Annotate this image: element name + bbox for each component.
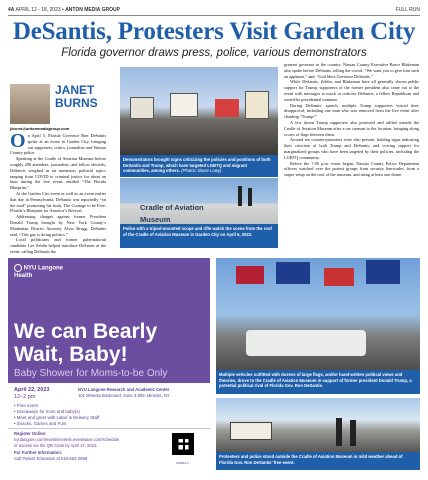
register-label: Register Online: <box>14 431 47 436</box>
article-paragraph: Before the 7:00 p.m. event began, Nassau County Police Department officers watched over the protest groups from security barricades, from a sniper setup on the roof of the museum, and using at least one drone. <box>284 160 419 178</box>
highlight-item: • Meet and greet with Labor & Delivery Staff <box>14 415 100 420</box>
ad-code: 218069 A <box>176 461 189 465</box>
article-column-1 <box>10 133 106 255</box>
register-url[interactable]: nyulangone.com/events/events.eventware.com/schedule <box>14 436 120 442</box>
police-officer <box>238 186 242 206</box>
photo-caption <box>216 452 420 470</box>
ad-logo <box>14 264 66 280</box>
page-number: 4A <box>8 7 15 13</box>
caption-text: Demonstrators brought signs criticizing the policies and positions of both DeSantis and Trump, which have targeted LGBTQ and migrant communities, among others. <box>123 157 271 174</box>
info-label: For Further Information: <box>14 450 63 456</box>
protest-sign <box>170 93 198 117</box>
photo-caption <box>120 155 278 177</box>
article-paragraph: Around ten counter-protesters were also present, holding signs indicating their criticism of both Trump and DeSantis, and voicing support for marginalized groups who have been targeted by their policies, including the LGBTQ community. <box>284 137 419 160</box>
article-paragraph: Local politicians and former gubernatorial candidate Lee Zeldin helped introduce DeSantis at the event, calling DeSantis the <box>10 237 106 254</box>
caption-text: Multiple vehicles outfitted with dozens of large flags, and/or hand-written political views and theories, drove to the Cradle of Aviation Museum in support of former president Donald Trump, a potential political rival of Florida Gov. Ron DeSantis. <box>219 372 412 389</box>
vehicle <box>246 330 366 356</box>
caption-text: Police with a tripod-mounted scope and rifle watch the scene from the roof of the Cradle of Aviation Museum in Garden City on April 5, 2023. <box>123 226 272 237</box>
page-header: 4A APRIL 12 - 18, 2023 • ANTON MEDIA GROUP FULL RUN <box>8 7 420 13</box>
photo-museum-roof <box>120 178 278 224</box>
article-column-3 <box>284 62 419 250</box>
author-name: JANET BURNS <box>55 83 98 110</box>
advertisement[interactable] <box>8 258 210 470</box>
event-date: April 22, 2023 <box>14 387 50 393</box>
article-paragraph: During DeSantis’ speech, multiple Trump supporters voiced their disapproval, including one man who was removed from the live event after chanting “Trump!” <box>284 102 419 120</box>
museum-sign: Cradle of Aviation Museum <box>140 203 204 224</box>
article-paragraph: n April 5, Florida Governor Ron DeSantis spoke at an event in Garden City, bringing out supporters, critics, journalists and Nassau County police. <box>10 133 106 156</box>
flag <box>366 260 400 284</box>
highlight-item: • Snacks, Games and Fun! <box>14 421 67 426</box>
photo-caption <box>216 370 420 394</box>
author-email[interactable]: jburns@antonmediagroup.com <box>10 126 70 131</box>
article-headline: DeSantis, Protesters Visit Garden City <box>12 18 416 45</box>
photo-protesters-police <box>216 398 420 452</box>
article-paragraph: At the Garden City event as well as an event earlier that day in Pennsylvania, DeSantis was reportedly “on the road” promoting his book, The Courage to be Free: Florida’s Blueprint for America’s Revival. <box>10 190 106 214</box>
logo-text: NYU Langone <box>23 265 64 272</box>
event-time: 12–2 pm <box>14 394 36 400</box>
ad-title: We can Bearly Wait, Baby! <box>14 320 158 366</box>
section-label: FULL RUN <box>395 7 420 13</box>
article-subheadline: Florida governor draws press, police, various demonstrators <box>61 47 367 59</box>
event-address: 101 Mineola Boulevard, Suite 3-509, Mineola, NY <box>78 392 170 398</box>
photo-demonstrators <box>120 67 278 155</box>
highlight-item: • Giveaways for mom and baby(s) <box>14 409 80 414</box>
police-officer <box>336 418 342 446</box>
police-officer <box>248 188 252 206</box>
article-paragraph: Speaking at the Cradle of Aviation Museum before roughly 200 attendees, journalists, and fellow electeds, DeSantis weighed in on numerous political topics ranging from COVID to criminal justice for about an hour during the free event, entitled “The Florida Blueprint.” <box>10 156 106 191</box>
highlight-item: • Free event <box>14 403 38 408</box>
article-paragraph: A few dozen Trump supporters also protested and rallied outside the Cradle of Aviation Museum after a car caravan to the location, bringing along scores of flags between them. <box>284 119 419 137</box>
registration-block <box>14 431 164 462</box>
protest-sign <box>245 91 269 119</box>
photo-credit: (Photos: Bruce Lowy) <box>181 168 222 174</box>
header-rule <box>8 15 420 16</box>
ad-subtitle: Baby Shower for Moms-to-be Only <box>14 368 168 379</box>
protest-sign <box>215 99 239 117</box>
issue-date: APRIL 12 - 18, 2023 <box>15 7 61 13</box>
qr-code[interactable] <box>172 433 194 455</box>
article-paragraph: While DeSantis, Zeldin, and Blakeman have all generally shown public support for Trump, supporters of the former president also came out to the event with messages to mock or criticize DeSantis, a fellow Republican and would-be presidential nominee. <box>284 79 419 102</box>
event-highlights <box>14 403 164 427</box>
event-venue-block <box>78 387 208 399</box>
outlet-name: ANTON MEDIA GROUP <box>65 7 120 13</box>
flag <box>276 262 310 284</box>
flag <box>324 268 354 286</box>
caption-text: Protesters and police stood outside the Cradle of Aviation Museum in mild weather ahead of Florida Gov. Ron DeSantis’ free event. <box>219 454 403 465</box>
article-paragraph: Addressing charges against former President Donald Trump brought by New York County’s Manhattan District Attorney Alvin Bragg, DeSantis said, “This guy is doing politics.” <box>10 214 106 237</box>
photo-caption <box>120 224 278 248</box>
police-officer <box>350 420 356 446</box>
event-venue: NYU Langone Research and Academic Center <box>78 387 170 392</box>
logo-icon <box>14 264 22 272</box>
drop-cap: O <box>10 133 26 152</box>
protest-sign <box>130 97 154 119</box>
logo-text: Health <box>14 272 33 279</box>
info-phone[interactable]: Call Patient Education at 516-663-2658 <box>14 456 88 462</box>
protest-sign <box>230 422 272 440</box>
article-paragraph: greatest governor in the country. Nassau County Executive Bruce Blakeman also spoke before DeSantis, telling the crowd, “We want you to give him such an applause,” and, “God bless Governor DeSantis.” <box>284 62 419 79</box>
flag <box>236 266 264 284</box>
photo-flag-vehicles <box>216 258 420 370</box>
ad-details-panel <box>8 383 210 470</box>
event-date-block <box>14 387 74 401</box>
register-note: or access via the QR Code by April 17, 2023. <box>14 442 98 448</box>
divider <box>8 428 210 429</box>
author-photo <box>10 84 50 124</box>
